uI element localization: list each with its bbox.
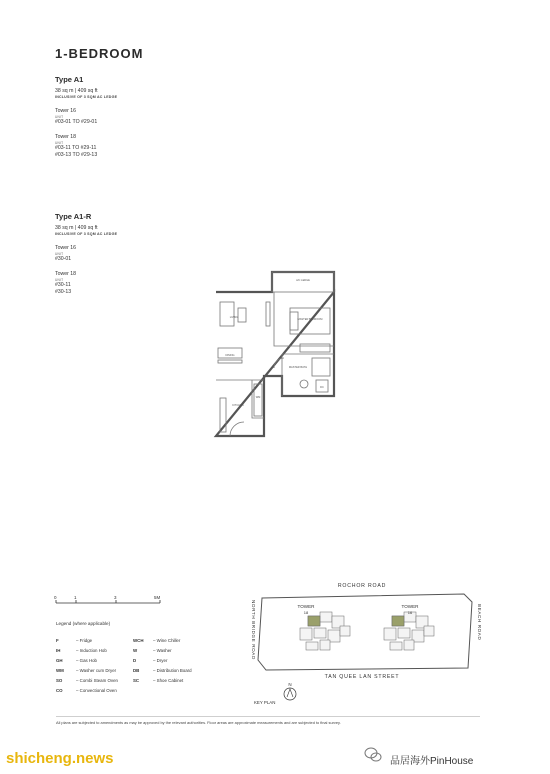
legend-title: Legend (where applicable) [56,621,111,626]
type-a1r-tower16: Tower 16 [55,245,77,251]
room-wm: WM [255,396,261,399]
watermark-pinhouse: 品居海外PinHouse [390,756,474,767]
type-a1r-title: Type A1-R [55,212,92,221]
room-dc: DC [320,386,324,389]
footer-divider [56,716,480,717]
legend-item: IH – Induction Hob [56,648,107,653]
type-a1-block [55,75,117,159]
scale-tick-3: 3 [114,595,117,600]
room-living: LIVING [229,316,239,319]
road-north-bridge: NORTH BRIDGE ROAD [251,600,256,660]
type-a1-tower18-unit-1: #03-11 TO #29-11 [55,145,97,151]
type-a1r-block [55,212,117,296]
type-a1r-inclusive: INCLUSIVE OF 3 SQM AC LEDGE [55,232,118,236]
highlight-unit-t18 [308,616,320,626]
key-plan-label: KEY PLAN [254,700,276,705]
key-plan [240,580,485,710]
type-a1-tower16-unit: #03-01 TO #29-01 [55,119,98,125]
legend-item: SC – Shoe Cabinet [133,678,184,683]
scale-tick-1: 1 [74,595,77,600]
legend-item: CO – Convectional Oven [56,688,117,693]
road-beach: BEACH ROAD [477,604,482,641]
type-a1r-tower16-unit-label: UNIT [55,252,64,256]
room-dining: DINING [225,354,235,357]
legend-right [133,638,192,683]
tower-18-number: 18 [303,610,309,615]
highlight-unit-t16 [392,616,404,626]
room-master-bedroom: MASTER BEDROOM [297,318,323,321]
type-a1-tower16: Tower 16 [55,108,77,114]
legend-item: D – Dryer [133,658,168,663]
floor-plan [212,268,340,438]
tower-16-label: TOWER [401,604,419,609]
type-a1-tower18: Tower 18 [55,134,77,140]
type-a1-title: Type A1 [55,75,84,84]
type-a1-area: 38 sq m | 409 sq ft [55,88,98,94]
legend-item: DB – Distribution Board [133,668,192,673]
room-ac-ledge: A/C LEDGE [296,279,310,282]
watermark-shicheng: shicheng.news [6,750,114,767]
legend-item: W – Washer [133,648,172,653]
legend-left [56,638,118,693]
room-kitchen: KITCHEN [232,404,244,407]
type-a1-tower18-unit-2: #03-13 TO #29-13 [55,152,98,158]
type-a1-inclusive: INCLUSIVE OF 3 SQM AC LEDGE [55,95,118,99]
type-a1r-tower18-unit-1: #30-11 [55,282,71,288]
scale-tick-0: 0 [54,595,57,600]
type-a1r-tower16-unit: #30-01 [55,256,72,262]
wechat-icon [364,747,382,763]
type-a1r-tower18-unit-label: UNIT [55,278,64,282]
road-rochor: ROCHOR ROAD [337,583,387,589]
page-title: 1-BEDROOM [55,46,144,61]
type-a1r-tower18: Tower 18 [55,271,77,277]
scale-tick-5: 5M [154,595,161,600]
room-master-bath: MASTER BATH [288,366,308,369]
type-a1r-area: 38 sq m | 409 sq ft [55,225,98,231]
type-a1-tower16-unit-label: UNIT [55,115,64,119]
legend-item: WM – Washer cum Dryer [56,668,117,673]
tower-18-label: TOWER [297,604,315,609]
scale-bar [54,594,164,610]
type-a1r-tower18-unit-2: #30-13 [55,289,72,295]
type-a1-tower18-unit-label: UNIT [55,141,64,145]
tower-16-number: 16 [407,610,413,615]
road-tan-quee-lan: TAN QUEE LAN STREET [324,674,400,680]
legend-item: GH – Gas Hob [56,658,97,663]
legend-item: WCH – Wine Chiller [133,638,181,643]
legend-item: SO – Combi Steam Oven [56,678,118,683]
north-label: N [288,682,292,687]
footnote: All plans are subjected to amendments as may be approved by the relevant authorities. Floor areas are approximate measurements and are subjected to final survey. [56,720,341,725]
legend-item: F – Fridge [56,638,93,643]
